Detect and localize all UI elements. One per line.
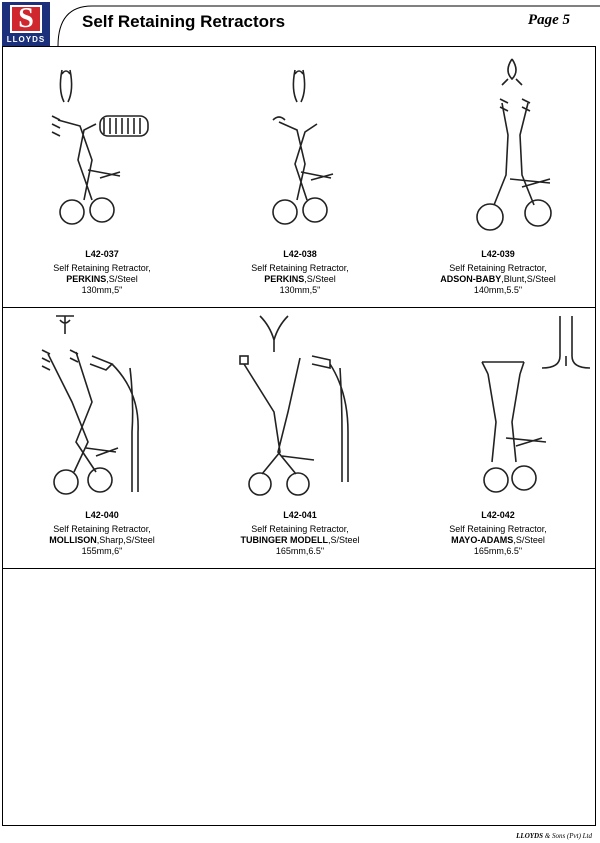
logo-mark (10, 5, 42, 33)
product-spec: ,S/Steel (513, 535, 545, 545)
product-spec: ,S/Steel (304, 274, 336, 284)
retractor-illustration-l42-042 (440, 312, 590, 502)
retractor-illustration-l42-037 (40, 60, 160, 240)
product-size: 155mm,6" (81, 546, 123, 556)
product-name-line (398, 274, 598, 285)
product-type: Self Retaining Retractor, (53, 263, 151, 273)
product-spec: ,Sharp,S/Steel (96, 535, 155, 545)
product-size: 130mm,5" (81, 285, 123, 295)
retractor-illustration-l42-041 (230, 312, 370, 502)
row-divider (2, 568, 596, 569)
product-name: TUBINGER MODELL (240, 535, 328, 545)
product-spec: ,S/Steel (327, 535, 360, 545)
product-L42-037 (2, 249, 202, 296)
product-name: PERKINS (264, 274, 305, 284)
product-name: MOLLISON (49, 535, 97, 545)
product-code: L42-041 (283, 510, 317, 520)
product-code: L42-042 (481, 510, 515, 520)
page-number: Page 5 (527, 12, 570, 28)
product-spec: ,Blunt,S/Steel (501, 274, 556, 284)
footer-company (516, 832, 592, 840)
product-name-line (2, 535, 202, 546)
product-type: Self Retaining Retractor, (251, 524, 349, 534)
product-code: L42-040 (85, 510, 119, 520)
company-logo (2, 2, 50, 46)
product-L42-040 (2, 510, 202, 557)
product-name: PERKINS (66, 274, 107, 284)
product-L42-041 (200, 510, 400, 557)
footer-rest: & Sons (Pvt) Ltd (544, 832, 592, 840)
footer-brand: LLOYDS (516, 832, 543, 840)
logo-letter: S (18, 3, 34, 34)
retractor-illustration-l42-039 (450, 55, 570, 240)
product-code: L42-039 (481, 249, 515, 259)
retractor-illustration-l42-038 (245, 60, 365, 240)
product-size: 140mm,5.5" (473, 285, 523, 295)
product-size: 165mm,6.5" (275, 546, 325, 556)
product-code: L42-038 (283, 249, 317, 259)
logo-text: LLOYDS (6, 35, 46, 44)
product-spec: ,S/Steel (106, 274, 138, 284)
row-divider (2, 307, 596, 308)
product-name-line (2, 274, 202, 285)
product-name-line (398, 535, 598, 546)
page-title: Self Retaining Retractors (82, 12, 286, 31)
product-type: Self Retaining Retractor, (53, 524, 151, 534)
product-type: Self Retaining Retractor, (251, 263, 349, 273)
product-name-line (200, 274, 400, 285)
product-type: Self Retaining Retractor, (449, 263, 547, 273)
product-size: 130mm,5" (279, 285, 321, 295)
product-name: MAYO-ADAMS (451, 535, 514, 545)
product-type: Self Retaining Retractor, (449, 524, 547, 534)
product-name-line (200, 535, 400, 546)
product-name: ADSON-BABY (440, 274, 502, 284)
product-L42-038 (200, 249, 400, 296)
product-L42-039 (398, 249, 598, 296)
product-code: L42-037 (85, 249, 119, 259)
product-L42-042 (398, 510, 598, 557)
retractor-illustration-l42-040 (30, 312, 170, 502)
product-size: 165mm,6.5" (473, 546, 523, 556)
